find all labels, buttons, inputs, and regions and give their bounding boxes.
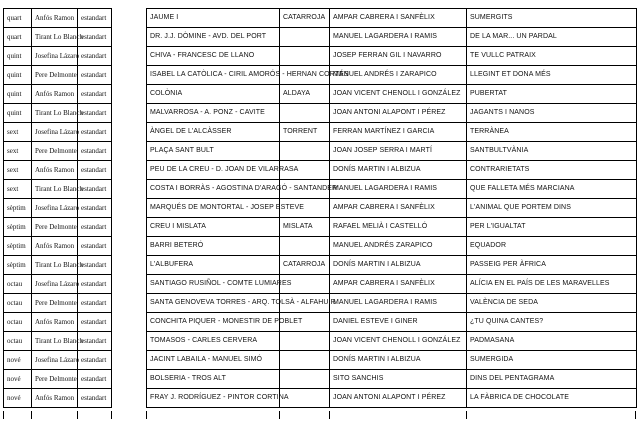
group-cell: sext (4, 142, 32, 161)
town-cell (280, 351, 330, 370)
page-edge-marks (0, 411, 640, 424)
motto-cell: PUBERTAT (467, 85, 637, 104)
type-cell: estandart (78, 85, 112, 104)
table-row (4, 275, 637, 294)
table-row (4, 47, 637, 66)
author-cell: Josefina Lázaro (32, 199, 78, 218)
motto-cell: LA FÀBRICA DE CHOCOLATE (467, 389, 637, 408)
artist-cell: AMPAR CABRERA I SANFÈLIX (330, 199, 467, 218)
table-row (4, 28, 637, 47)
edge-tick (31, 411, 32, 419)
type-cell: estandart (78, 370, 112, 389)
author-cell: Pere Delmonte (32, 294, 78, 313)
spacer-cell (112, 104, 147, 123)
artist-cell: DONÍS MARTIN I ALBIZUA (330, 161, 467, 180)
type-cell: estandart (78, 332, 112, 351)
falla-cell: ÀNGEL DE L'ALCÀSSER (147, 123, 280, 142)
spacer-cell (112, 370, 147, 389)
motto-cell: CONTRARIETATS (467, 161, 637, 180)
type-cell: estandart (78, 389, 112, 408)
motto-cell: EQUADOR (467, 237, 637, 256)
type-cell: estandart (78, 123, 112, 142)
table-row (4, 142, 637, 161)
author-cell: Anfós Ramon (32, 389, 78, 408)
falla-cell: CREU I MISLATA (147, 218, 280, 237)
spacer-cell (112, 123, 147, 142)
type-cell: estandart (78, 256, 112, 275)
artist-cell: MANUEL LAGARDERA I RAMIS (330, 28, 467, 47)
motto-cell: QUE FALLETA MÉS MARCIANA (467, 180, 637, 199)
table-row (4, 180, 637, 199)
town-cell: TORRENT (280, 123, 330, 142)
edge-tick (329, 411, 330, 419)
artist-cell: JOAN ANTONI ALAPONT I PÉREZ (330, 104, 467, 123)
spacer-cell (112, 351, 147, 370)
edge-tick (3, 411, 4, 419)
type-cell: estandart (78, 66, 112, 85)
author-cell: Tirant Lo Blanch (32, 332, 78, 351)
author-cell: Tirant Lo Blanch (32, 104, 78, 123)
group-cell: octau (4, 332, 32, 351)
town-cell: ALDAYA (280, 85, 330, 104)
group-cell: quart (4, 9, 32, 28)
spacer-cell (112, 9, 147, 28)
spacer-cell (112, 218, 147, 237)
town-cell (280, 47, 330, 66)
motto-cell: SANTBULTVÀNIA (467, 142, 637, 161)
author-cell: Anfós Ramon (32, 237, 78, 256)
type-cell: estandart (78, 218, 112, 237)
edge-tick (279, 411, 280, 419)
falla-cell: COSTA I BORRÀS - AGOSTINA D'ARAGÓ - SANTANDER (147, 180, 280, 199)
artist-cell: JOAN JOSEP SERRA I MARTÍ (330, 142, 467, 161)
artist-cell: DONÍS MARTIN I ALBIZUA (330, 256, 467, 275)
motto-cell: ALÍCIA EN EL PAÍS DE LES MARAVELLES (467, 275, 637, 294)
artist-cell: FERRAN MARTÍNEZ I GARCIA (330, 123, 467, 142)
table-row (4, 104, 637, 123)
table-row (4, 85, 637, 104)
results-table (3, 8, 637, 408)
artist-cell: JOSEP FERRAN GIL I NAVARRO (330, 47, 467, 66)
spacer-cell (112, 275, 147, 294)
spacer-cell (112, 142, 147, 161)
group-cell: quint (4, 85, 32, 104)
table-row (4, 161, 637, 180)
town-cell (280, 332, 330, 351)
edge-tick (635, 411, 636, 419)
group-cell: sèptim (4, 218, 32, 237)
table-row (4, 370, 637, 389)
motto-cell: TERRÀNEA (467, 123, 637, 142)
group-cell: sext (4, 123, 32, 142)
artist-cell: RAFAEL MELIÀ I CASTELLÓ (330, 218, 467, 237)
spacer-cell (112, 180, 147, 199)
town-cell (280, 104, 330, 123)
group-cell: nové (4, 389, 32, 408)
motto-cell: VALÈNCIA DE SEDA (467, 294, 637, 313)
motto-cell: SUMERGIDA (467, 351, 637, 370)
artist-cell: MANUEL LAGARDERA I RAMIS (330, 294, 467, 313)
motto-cell: PASSEIG PER ÀFRICA (467, 256, 637, 275)
spacer-cell (112, 47, 147, 66)
falla-cell: MARQUÉS DE MONTORTAL - JOSEP ESTEVE (147, 199, 280, 218)
motto-cell: TE VULLC PATRAIX (467, 47, 637, 66)
artist-cell: JOAN VICENT CHENOLL I GONZÁLEZ (330, 85, 467, 104)
falla-cell: ISABEL LA CATÒLICA - CIRIL AMORÓS - HERNAN CORTÉS (147, 66, 280, 85)
spacer-cell (112, 28, 147, 47)
author-cell: Tirant Lo Blanch (32, 256, 78, 275)
group-cell: quint (4, 66, 32, 85)
town-cell: MISLATA (280, 218, 330, 237)
falla-cell: BOLSERIA - TROS ALT (147, 370, 280, 389)
motto-cell: ¿TU QUINA CANTES? (467, 313, 637, 332)
spacer-cell (112, 313, 147, 332)
table-row (4, 66, 637, 85)
motto-cell: PER L'IGUALTAT (467, 218, 637, 237)
motto-cell: DINS DEL PENTAGRAMA (467, 370, 637, 389)
spacer-cell (112, 66, 147, 85)
falla-cell: TOMASOS - CARLES CERVERA (147, 332, 280, 351)
falla-cell: CONCHITA PIQUER - MONESTIR DE POBLET (147, 313, 280, 332)
motto-cell: SUMERGITS (467, 9, 637, 28)
group-cell: sèptim (4, 256, 32, 275)
falla-cell: SANTA GENOVEVA TORRES - ARQ. TOLSÀ - ALFAHUIR (147, 294, 280, 313)
group-cell: sext (4, 180, 32, 199)
artist-cell: DANIEL ESTEVE I GINER (330, 313, 467, 332)
artist-cell: MANUEL LAGARDERA I RAMIS (330, 180, 467, 199)
author-cell: Josefina Lázaro (32, 123, 78, 142)
falla-cell: PLAÇA SANT BULT (147, 142, 280, 161)
group-cell: octau (4, 313, 32, 332)
group-cell: octau (4, 294, 32, 313)
type-cell: estandart (78, 161, 112, 180)
table-row (4, 313, 637, 332)
spacer-cell (112, 161, 147, 180)
group-cell: octau (4, 275, 32, 294)
artist-cell: JOAN ANTONI ALAPONT I PÉREZ (330, 389, 467, 408)
group-cell: sext (4, 161, 32, 180)
falla-cell: PEU DE LA CREU - D. JOAN DE VILARRASA (147, 161, 280, 180)
town-cell (280, 142, 330, 161)
table-row (4, 351, 637, 370)
type-cell: estandart (78, 199, 112, 218)
type-cell: estandart (78, 313, 112, 332)
table-row (4, 294, 637, 313)
falla-cell: DR. J.J. DÒMINE - AVD. DEL PORT (147, 28, 280, 47)
author-cell: Josefina Lázaro (32, 351, 78, 370)
table-row (4, 237, 637, 256)
town-cell (280, 28, 330, 47)
author-cell: Anfós Ramon (32, 161, 78, 180)
falla-cell: BARRI BETERÓ (147, 237, 280, 256)
table-row (4, 199, 637, 218)
author-cell: Anfós Ramon (32, 313, 78, 332)
falla-cell: FRAY J. RODRÍGUEZ - PINTOR CORTINA (147, 389, 280, 408)
edge-tick (466, 411, 467, 419)
group-cell: sèptim (4, 237, 32, 256)
group-cell: nové (4, 351, 32, 370)
edge-tick (77, 411, 78, 419)
artist-cell: AMPAR CABRERA I SANFÈLIX (330, 9, 467, 28)
edge-tick (146, 411, 147, 419)
spacer-cell (112, 332, 147, 351)
author-cell: Tirant Lo Blanch (32, 28, 78, 47)
motto-cell: DE LA MAR... UN PARDAL (467, 28, 637, 47)
spacer-cell (112, 294, 147, 313)
spacer-cell (112, 85, 147, 104)
artist-cell: DONÍS MARTIN I ALBIZUA (330, 351, 467, 370)
town-cell: CATARROJA (280, 256, 330, 275)
falla-cell: MALVARROSA - A. PONZ - CAVITE (147, 104, 280, 123)
author-cell: Pere Delmonte (32, 142, 78, 161)
town-cell (280, 370, 330, 389)
spacer-cell (112, 256, 147, 275)
artist-cell: JOAN VICENT CHENOLL I GONZÁLEZ (330, 332, 467, 351)
falla-cell: JAUME I (147, 9, 280, 28)
type-cell: estandart (78, 47, 112, 66)
artist-cell: MANUEL ANDRÉS ZARAPICO (330, 237, 467, 256)
author-cell: Pere Delmonte (32, 370, 78, 389)
type-cell: estandart (78, 142, 112, 161)
falla-cell: CHIVA - FRANCESC DE LLANO (147, 47, 280, 66)
motto-cell: L'ANIMAL QUE PORTEM DINS (467, 199, 637, 218)
table-row (4, 389, 637, 408)
type-cell: estandart (78, 104, 112, 123)
table-row (4, 332, 637, 351)
artist-cell: SITO SANCHIS (330, 370, 467, 389)
author-cell: Anfós Ramon (32, 9, 78, 28)
table-row (4, 218, 637, 237)
falla-cell: L'ALBUFERA (147, 256, 280, 275)
author-cell: Pere Delmonte (32, 66, 78, 85)
type-cell: estandart (78, 294, 112, 313)
table-row (4, 256, 637, 275)
motto-cell: PADMASANA (467, 332, 637, 351)
author-cell: Josefina Lázaro (32, 47, 78, 66)
type-cell: estandart (78, 9, 112, 28)
type-cell: estandart (78, 275, 112, 294)
edge-tick (111, 411, 112, 419)
spacer-cell (112, 237, 147, 256)
table-row (4, 123, 637, 142)
author-cell: Josefina Lázaro (32, 275, 78, 294)
spacer-cell (112, 199, 147, 218)
group-cell: quint (4, 47, 32, 66)
falla-cell: SANTIAGO RUSIÑOL - COMTE LUMIARES (147, 275, 280, 294)
group-cell: nové (4, 370, 32, 389)
type-cell: estandart (78, 180, 112, 199)
table-body (4, 9, 637, 408)
motto-cell: LLEGINT ET DONA MÉS (467, 66, 637, 85)
type-cell: estandart (78, 351, 112, 370)
spacer-cell (112, 389, 147, 408)
author-cell: Pere Delmonte (32, 218, 78, 237)
group-cell: quint (4, 104, 32, 123)
group-cell: quart (4, 28, 32, 47)
falla-cell: COLÒNIA (147, 85, 280, 104)
table-row (4, 9, 637, 28)
artist-cell: AMPAR CABRERA I SANFÈLIX (330, 275, 467, 294)
type-cell: estandart (78, 237, 112, 256)
falla-cell: JACINT LABAILA - MANUEL SIMÓ (147, 351, 280, 370)
motto-cell: JAGANTS I NANOS (467, 104, 637, 123)
author-cell: Tirant Lo Blanch (32, 180, 78, 199)
group-cell: sèptim (4, 199, 32, 218)
town-cell (280, 237, 330, 256)
type-cell: estandart (78, 28, 112, 47)
town-cell: CATARROJA (280, 9, 330, 28)
artist-cell: MANUEL ANDRÉS I ZARAPICO (330, 66, 467, 85)
author-cell: Anfós Ramon (32, 85, 78, 104)
